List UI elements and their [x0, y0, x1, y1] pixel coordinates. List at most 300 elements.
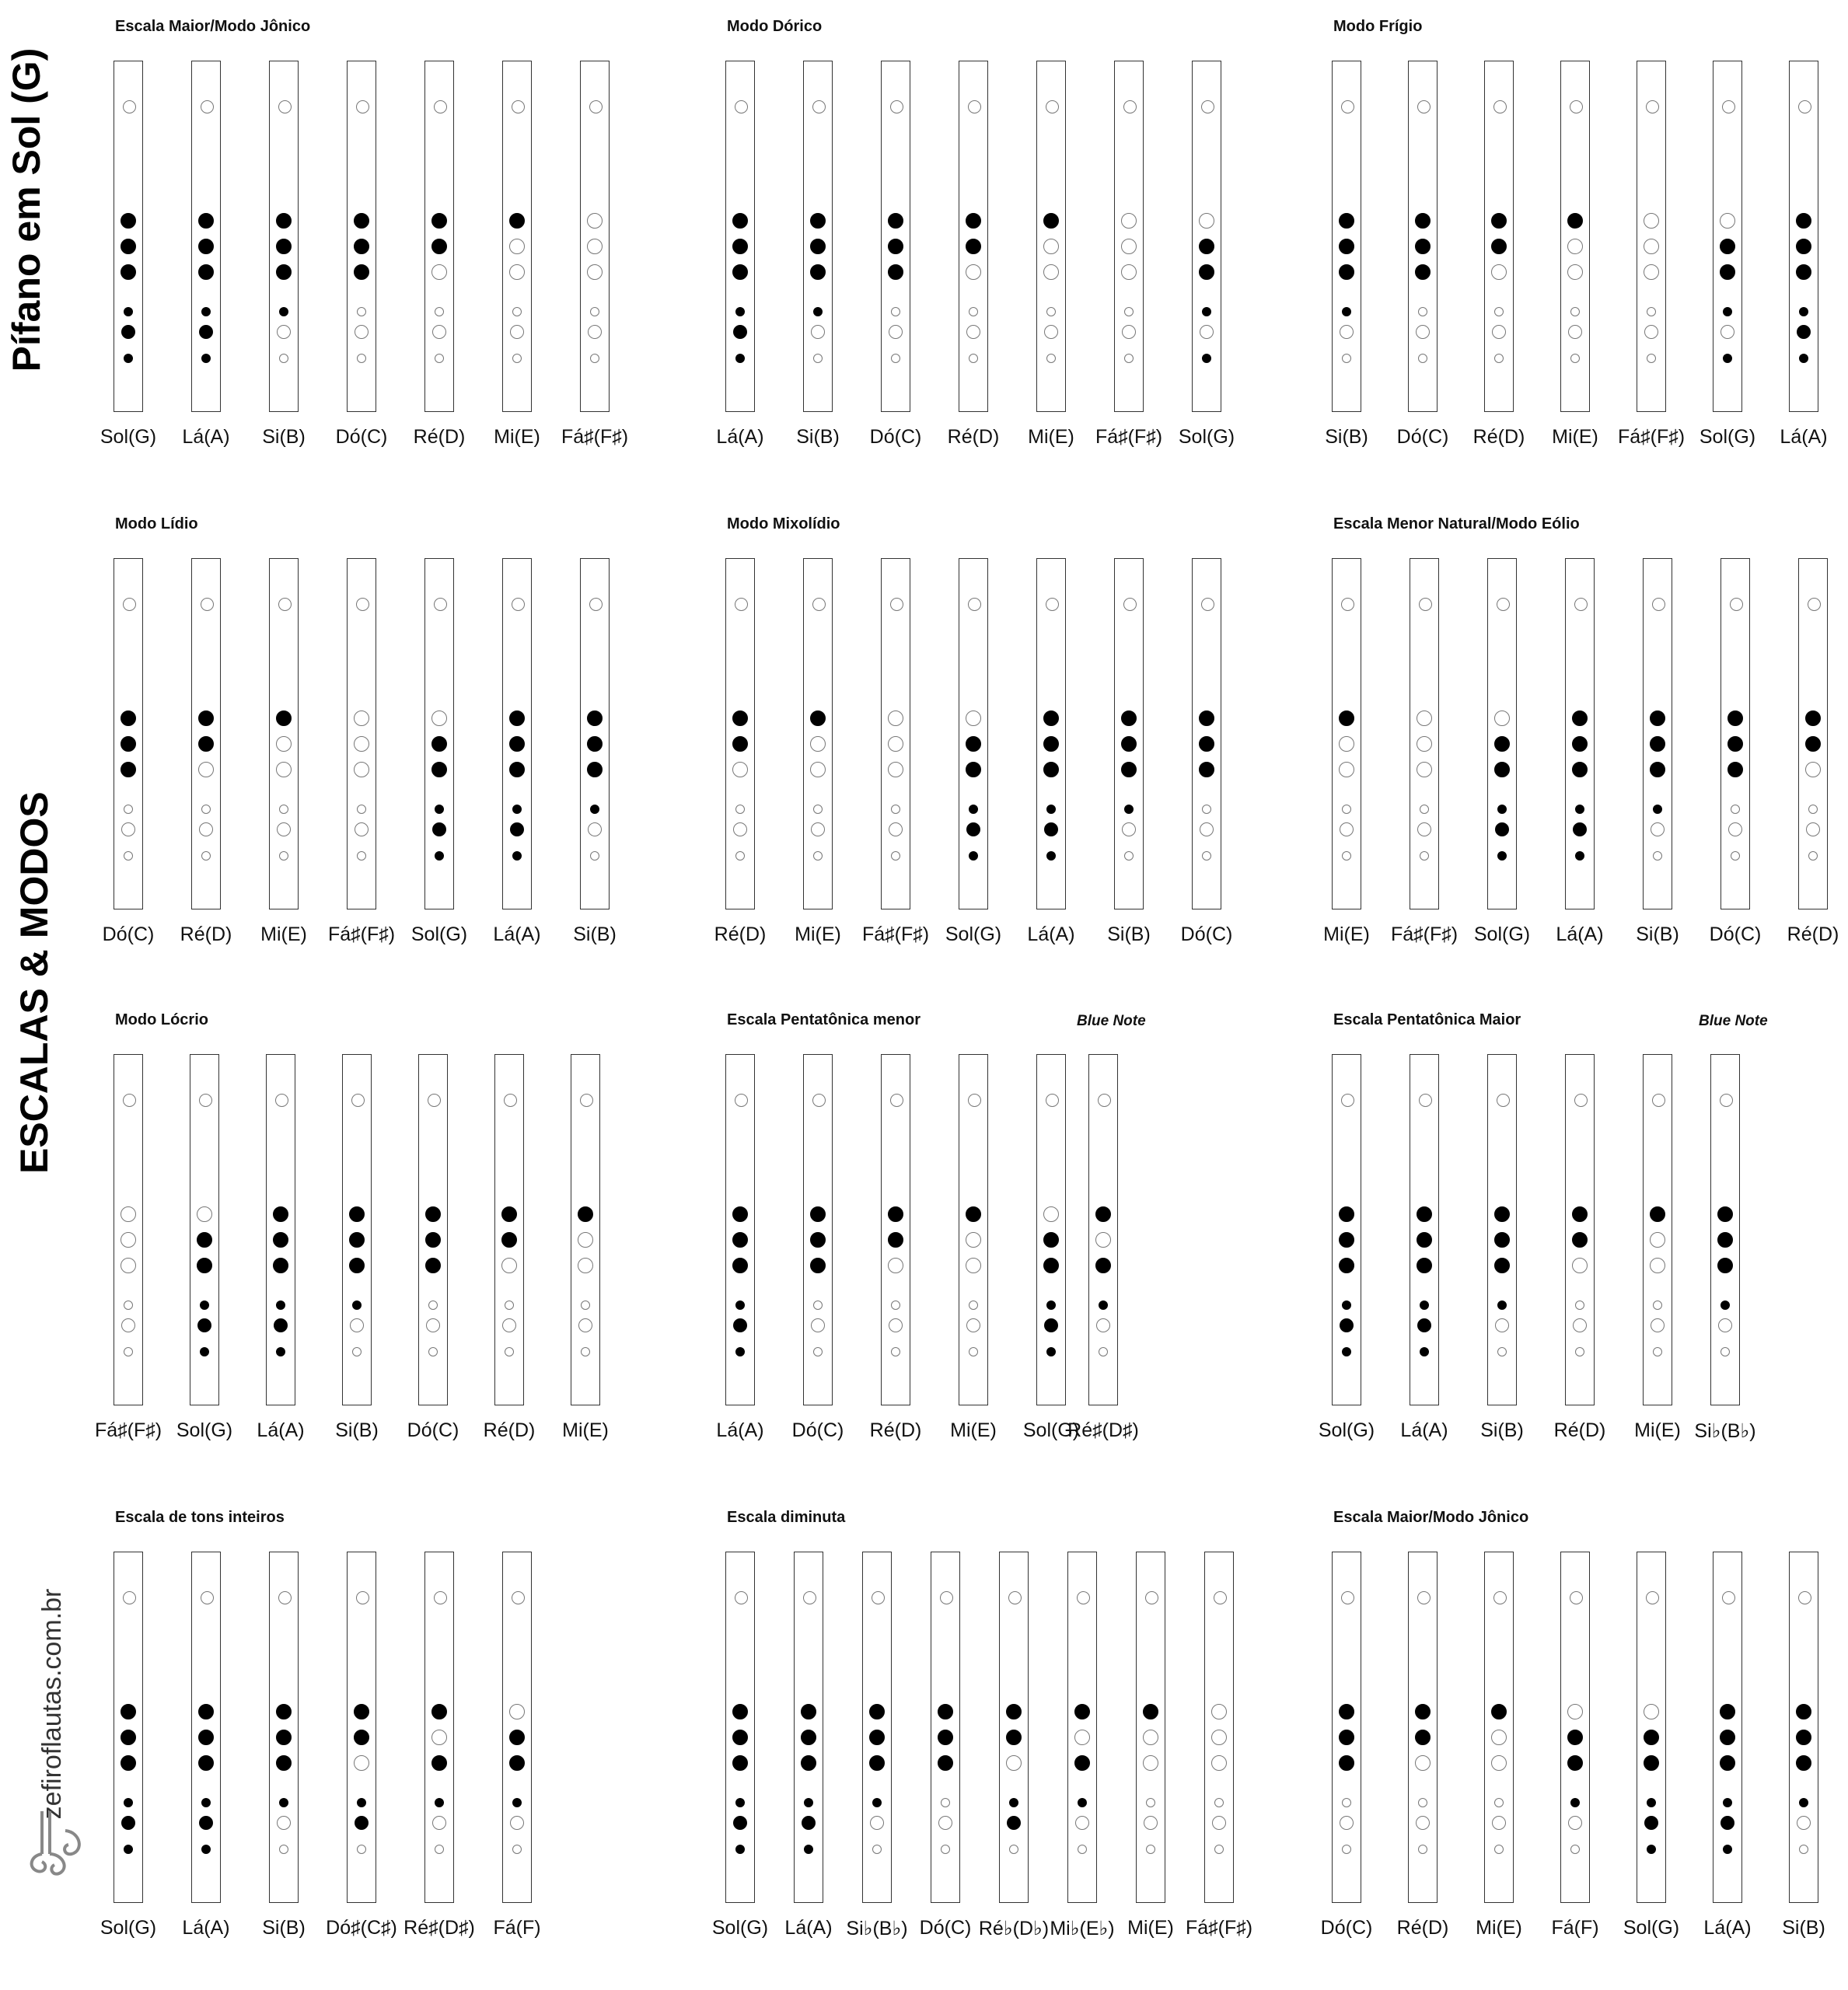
- closed-finger-hole: [1415, 1730, 1431, 1745]
- open-finger-hole: [1043, 239, 1059, 254]
- closed-finger-hole: [1124, 805, 1134, 814]
- open-finger-hole: [1808, 805, 1818, 814]
- scale-title: Escala Maior/Modo Jônico: [115, 18, 311, 35]
- embouchure-hole: [1341, 598, 1354, 611]
- flute-fingering-diagram: [418, 1054, 448, 1405]
- instrument-title: Pífano em Sol (G): [5, 47, 48, 372]
- closed-finger-hole: [1199, 736, 1214, 752]
- closed-finger-hole: [1199, 239, 1214, 254]
- closed-finger-hole: [501, 1206, 517, 1222]
- embouchure-hole: [123, 1591, 136, 1604]
- scale-title: Escala Menor Natural/Modo Eólio: [1333, 515, 1580, 532]
- open-finger-hole: [1644, 213, 1659, 229]
- open-finger-hole: [1567, 1704, 1583, 1719]
- open-finger-hole: [354, 710, 369, 726]
- open-finger-hole: [1575, 1300, 1584, 1310]
- open-finger-hole: [124, 1300, 133, 1310]
- closed-finger-hole: [1567, 1730, 1583, 1745]
- open-finger-hole: [1124, 851, 1134, 861]
- open-finger-hole: [1497, 1347, 1507, 1356]
- closed-finger-hole: [354, 1704, 369, 1719]
- embouchure-hole: [1008, 1591, 1022, 1604]
- open-finger-hole: [1121, 239, 1137, 254]
- closed-finger-hole: [1417, 1206, 1432, 1222]
- flute-fingering-diagram: [266, 1054, 295, 1405]
- open-finger-hole: [1340, 325, 1354, 339]
- closed-finger-hole: [124, 1845, 133, 1854]
- closed-finger-hole: [201, 1798, 211, 1807]
- flute-fingering-diagram: [1643, 1054, 1672, 1405]
- embouchure-hole: [1570, 1591, 1583, 1604]
- open-finger-hole: [357, 1845, 366, 1854]
- open-finger-hole: [121, 1258, 136, 1273]
- open-finger-hole: [1075, 1816, 1089, 1830]
- open-finger-hole: [1211, 1704, 1227, 1719]
- open-finger-hole: [124, 851, 133, 861]
- embouchure-hole: [1722, 100, 1735, 113]
- closed-finger-hole: [1650, 710, 1665, 726]
- closed-finger-hole: [1727, 736, 1743, 752]
- open-finger-hole: [969, 1300, 978, 1310]
- open-finger-hole: [1494, 307, 1504, 316]
- closed-finger-hole: [732, 1755, 748, 1771]
- open-finger-hole: [891, 1347, 900, 1356]
- embouchure-hole: [589, 598, 603, 611]
- open-finger-hole: [735, 805, 745, 814]
- flute-fingering-diagram: [959, 61, 988, 412]
- flute-fingering-diagram: [1408, 1552, 1438, 1903]
- note-label: Sol(G): [1318, 1419, 1375, 1441]
- closed-finger-hole: [354, 239, 369, 254]
- closed-finger-hole: [888, 213, 903, 229]
- note-label: Mi(E): [1323, 923, 1370, 945]
- closed-finger-hole: [888, 1232, 903, 1248]
- closed-finger-hole: [199, 325, 213, 339]
- open-finger-hole: [1647, 354, 1656, 363]
- note-label: Lá(A): [1780, 426, 1828, 448]
- open-finger-hole: [969, 307, 978, 316]
- open-finger-hole: [891, 851, 900, 861]
- scale-title: Modo Lídio: [115, 515, 198, 532]
- closed-finger-hole: [1723, 1845, 1732, 1854]
- open-finger-hole: [1095, 1232, 1111, 1248]
- embouchure-hole: [1652, 598, 1665, 611]
- flute-fingering-diagram: [347, 61, 376, 412]
- flute-fingering-diagram: [959, 558, 988, 909]
- open-finger-hole: [1212, 1816, 1226, 1830]
- open-finger-hole: [813, 805, 823, 814]
- closed-finger-hole: [121, 762, 136, 777]
- closed-finger-hole: [1491, 213, 1507, 229]
- scale-title: Modo Mixolídio: [727, 515, 840, 532]
- open-finger-hole: [1644, 325, 1658, 339]
- closed-finger-hole: [1007, 1816, 1021, 1830]
- scale-title: Escala diminuta: [727, 1509, 846, 1526]
- closed-finger-hole: [1720, 264, 1735, 280]
- note-label: Fá(F): [493, 1917, 541, 1939]
- open-finger-hole: [1651, 822, 1665, 836]
- closed-finger-hole: [1339, 1206, 1354, 1222]
- closed-finger-hole: [1572, 736, 1588, 752]
- open-finger-hole: [1731, 851, 1740, 861]
- flute-fingering-diagram: [1484, 1552, 1514, 1903]
- embouchure-hole: [278, 598, 292, 611]
- note-label: Lá(A): [182, 1917, 230, 1939]
- closed-finger-hole: [435, 805, 444, 814]
- open-finger-hole: [1567, 264, 1583, 280]
- closed-finger-hole: [1799, 354, 1808, 363]
- embouchure-hole: [890, 100, 903, 113]
- open-finger-hole: [505, 1347, 514, 1356]
- closed-finger-hole: [1143, 1704, 1158, 1719]
- note-label: Sol(G): [1699, 426, 1756, 448]
- closed-finger-hole: [431, 239, 447, 254]
- open-finger-hole: [1043, 264, 1059, 280]
- open-finger-hole: [1200, 822, 1214, 836]
- open-finger-hole: [1416, 325, 1430, 339]
- closed-finger-hole: [121, 264, 136, 280]
- closed-finger-hole: [1727, 710, 1743, 726]
- note-label: Sol(G): [176, 1419, 233, 1441]
- embouchure-hole: [1497, 598, 1510, 611]
- flute-fingering-diagram: [1798, 558, 1828, 909]
- open-finger-hole: [1653, 1347, 1662, 1356]
- flute-fingering-diagram: [794, 1552, 823, 1903]
- open-finger-hole: [1572, 1258, 1588, 1273]
- closed-finger-hole: [1074, 1755, 1090, 1771]
- open-finger-hole: [279, 851, 288, 861]
- closed-finger-hole: [888, 239, 903, 254]
- open-finger-hole: [279, 354, 288, 363]
- flute-fingering-diagram: [725, 1054, 755, 1405]
- closed-finger-hole: [1796, 1730, 1811, 1745]
- open-finger-hole: [941, 1845, 950, 1854]
- open-finger-hole: [735, 851, 745, 861]
- closed-finger-hole: [198, 264, 214, 280]
- open-finger-hole: [578, 1232, 593, 1248]
- open-finger-hole: [811, 1318, 825, 1332]
- note-label: Si(B): [1325, 426, 1368, 448]
- open-finger-hole: [1653, 1300, 1662, 1310]
- flute-fingering-diagram: [1487, 558, 1517, 909]
- closed-finger-hole: [197, 1232, 212, 1248]
- open-finger-hole: [435, 307, 444, 316]
- closed-finger-hole: [966, 822, 980, 836]
- closed-finger-hole: [124, 307, 133, 316]
- note-label: Ré(D): [1553, 1419, 1606, 1441]
- flute-fingering-diagram: [342, 1054, 372, 1405]
- open-finger-hole: [578, 1318, 592, 1332]
- embouchure-hole: [275, 1094, 288, 1107]
- open-finger-hole: [1339, 736, 1354, 752]
- closed-finger-hole: [431, 1704, 447, 1719]
- embouchure-hole: [512, 100, 525, 113]
- note-label: Sol(G): [100, 426, 157, 448]
- closed-finger-hole: [1342, 1300, 1351, 1310]
- flute-fingering-diagram: [1487, 1054, 1517, 1405]
- embouchure-hole: [812, 1094, 826, 1107]
- closed-finger-hole: [1796, 1755, 1811, 1771]
- open-finger-hole: [1647, 307, 1656, 316]
- note-label: Dó(C): [1320, 1917, 1373, 1939]
- open-finger-hole: [1143, 1730, 1158, 1745]
- closed-finger-hole: [510, 822, 524, 836]
- open-finger-hole: [1342, 354, 1351, 363]
- closed-finger-hole: [801, 1704, 816, 1719]
- note-label: Dó(C): [1180, 923, 1233, 945]
- closed-finger-hole: [804, 1798, 813, 1807]
- closed-finger-hole: [1717, 1258, 1733, 1273]
- open-finger-hole: [888, 736, 903, 752]
- closed-finger-hole: [1567, 213, 1583, 229]
- embouchure-hole: [1123, 598, 1137, 611]
- flute-fingering-diagram: [269, 558, 299, 909]
- closed-finger-hole: [509, 1730, 525, 1745]
- closed-finger-hole: [1043, 710, 1059, 726]
- closed-finger-hole: [735, 354, 745, 363]
- note-label: Si(B): [1107, 923, 1151, 945]
- closed-finger-hole: [276, 710, 292, 726]
- embouchure-hole: [735, 598, 748, 611]
- open-finger-hole: [1342, 1798, 1351, 1807]
- note-label: Si(B): [1480, 1419, 1524, 1441]
- note-label: Sol(G): [100, 1917, 157, 1939]
- flute-fingering-diagram: [725, 558, 755, 909]
- closed-finger-hole: [273, 1206, 288, 1222]
- open-finger-hole: [581, 1347, 590, 1356]
- open-finger-hole: [813, 354, 823, 363]
- closed-finger-hole: [966, 762, 981, 777]
- flute-fingering-diagram: [881, 1054, 910, 1405]
- flute-fingering-diagram: [1565, 1054, 1595, 1405]
- closed-finger-hole: [352, 1300, 362, 1310]
- open-finger-hole: [512, 354, 522, 363]
- closed-finger-hole: [349, 1232, 365, 1248]
- closed-finger-hole: [1717, 1206, 1733, 1222]
- open-finger-hole: [1417, 736, 1432, 752]
- open-finger-hole: [966, 1258, 981, 1273]
- closed-finger-hole: [276, 1300, 285, 1310]
- closed-finger-hole: [1494, 1232, 1510, 1248]
- closed-finger-hole: [888, 264, 903, 280]
- flute-fingering-diagram: [1067, 1552, 1097, 1903]
- open-finger-hole: [1200, 325, 1214, 339]
- flute-fingering-diagram: [1713, 1552, 1742, 1903]
- closed-finger-hole: [590, 805, 599, 814]
- closed-finger-hole: [276, 239, 292, 254]
- closed-finger-hole: [1078, 1798, 1087, 1807]
- closed-finger-hole: [273, 1258, 288, 1273]
- closed-finger-hole: [1494, 736, 1510, 752]
- open-finger-hole: [581, 1300, 590, 1310]
- note-label: Lá(A): [1400, 1419, 1448, 1441]
- closed-finger-hole: [1339, 1704, 1354, 1719]
- open-finger-hole: [1124, 354, 1134, 363]
- open-finger-hole: [276, 762, 292, 777]
- closed-finger-hole: [733, 325, 747, 339]
- note-label: Dó(C): [335, 426, 388, 448]
- note-label: Ré♯(D♯): [1067, 1419, 1139, 1441]
- closed-finger-hole: [1497, 805, 1507, 814]
- closed-finger-hole: [1339, 1730, 1354, 1745]
- embouchure-hole: [512, 1591, 525, 1604]
- note-label: Mi(E): [1634, 1419, 1681, 1441]
- note-label: Si♭(B♭): [846, 1918, 908, 1939]
- note-label: Sol(G): [1473, 923, 1531, 945]
- closed-finger-hole: [1650, 762, 1665, 777]
- open-finger-hole: [588, 822, 602, 836]
- open-finger-hole: [121, 1206, 136, 1222]
- embouchure-hole: [123, 1094, 136, 1107]
- flute-fingering-diagram: [1114, 558, 1144, 909]
- open-finger-hole: [587, 264, 603, 280]
- note-label: Ré(D): [413, 426, 466, 448]
- note-label: Ré♭(D♭): [978, 1918, 1050, 1939]
- open-finger-hole: [889, 1318, 903, 1332]
- closed-finger-hole: [587, 762, 603, 777]
- open-finger-hole: [941, 1798, 950, 1807]
- closed-finger-hole: [735, 1347, 745, 1356]
- embouchure-hole: [1646, 100, 1659, 113]
- closed-finger-hole: [732, 1232, 748, 1248]
- embouchure-hole: [278, 1591, 292, 1604]
- note-label: Mi(E): [1476, 1917, 1522, 1939]
- flute-fingering-diagram: [1643, 558, 1672, 909]
- open-finger-hole: [1214, 1845, 1224, 1854]
- open-finger-hole: [891, 805, 900, 814]
- open-finger-hole: [1420, 805, 1429, 814]
- closed-finger-hole: [872, 1798, 882, 1807]
- flute-fingering-diagram: [1410, 558, 1439, 909]
- open-finger-hole: [431, 264, 447, 280]
- open-finger-hole: [1808, 851, 1818, 861]
- open-finger-hole: [1418, 307, 1427, 316]
- closed-finger-hole: [1043, 1232, 1059, 1248]
- flute-fingering-diagram: [502, 1552, 532, 1903]
- note-label: Si(B): [796, 426, 840, 448]
- open-finger-hole: [1078, 1845, 1087, 1854]
- closed-finger-hole: [813, 307, 823, 316]
- open-finger-hole: [1495, 1318, 1509, 1332]
- open-finger-hole: [357, 805, 366, 814]
- closed-finger-hole: [1497, 851, 1507, 861]
- note-label: Ré♯(D♯): [403, 1917, 475, 1939]
- open-finger-hole: [966, 325, 980, 339]
- closed-finger-hole: [966, 1206, 981, 1222]
- note-label: Mi(E): [1127, 1917, 1174, 1939]
- open-finger-hole: [1342, 851, 1351, 861]
- closed-finger-hole: [124, 1798, 133, 1807]
- flute-fingering-diagram: [1637, 61, 1666, 412]
- open-finger-hole: [888, 762, 903, 777]
- flute-fingering-diagram: [803, 61, 833, 412]
- embouchure-hole: [434, 1591, 447, 1604]
- open-finger-hole: [1573, 1318, 1587, 1332]
- open-finger-hole: [124, 1347, 133, 1356]
- flute-fingering-diagram: [1204, 1552, 1234, 1903]
- note-label: Ré(D): [869, 1419, 922, 1441]
- open-finger-hole: [505, 1300, 514, 1310]
- closed-finger-hole: [966, 213, 981, 229]
- closed-finger-hole: [1650, 1206, 1665, 1222]
- embouchure-hole: [940, 1591, 953, 1604]
- flute-fingering-diagram: [502, 558, 532, 909]
- closed-finger-hole: [1797, 325, 1811, 339]
- open-finger-hole: [590, 307, 599, 316]
- closed-finger-hole: [276, 1704, 292, 1719]
- flute-fingering-diagram: [114, 1054, 143, 1405]
- open-finger-hole: [1653, 851, 1662, 861]
- note-label: Lá(A): [1027, 923, 1075, 945]
- embouchure-hole: [872, 1591, 885, 1604]
- flute-fingering-diagram: [803, 558, 833, 909]
- note-label: Dó(C): [791, 1419, 844, 1441]
- flute-fingering-diagram: [1332, 558, 1361, 909]
- flute-fingering-diagram: [269, 61, 299, 412]
- flute-fingering-diagram: [571, 1054, 600, 1405]
- scale-title: Modo Lócrio: [115, 1011, 208, 1028]
- flute-fingering-diagram: [347, 558, 376, 909]
- closed-finger-hole: [1074, 1704, 1090, 1719]
- closed-finger-hole: [354, 1730, 369, 1745]
- embouchure-hole: [278, 100, 292, 113]
- embouchure-hole: [1652, 1094, 1665, 1107]
- open-finger-hole: [810, 736, 826, 752]
- closed-finger-hole: [801, 1755, 816, 1771]
- closed-finger-hole: [1121, 736, 1137, 752]
- open-finger-hole: [578, 1258, 593, 1273]
- closed-finger-hole: [509, 213, 525, 229]
- open-finger-hole: [1570, 307, 1580, 316]
- closed-finger-hole: [121, 1704, 136, 1719]
- closed-finger-hole: [431, 736, 447, 752]
- open-finger-hole: [1720, 213, 1735, 229]
- closed-finger-hole: [1420, 1300, 1429, 1310]
- closed-finger-hole: [732, 1206, 748, 1222]
- open-finger-hole: [1491, 264, 1507, 280]
- closed-finger-hole: [200, 1347, 209, 1356]
- open-finger-hole: [121, 1318, 135, 1332]
- open-finger-hole: [198, 762, 214, 777]
- open-finger-hole: [1570, 1845, 1580, 1854]
- embouchure-hole: [428, 1094, 441, 1107]
- open-finger-hole: [1418, 1798, 1427, 1807]
- closed-finger-hole: [733, 1318, 747, 1332]
- closed-finger-hole: [1415, 1704, 1431, 1719]
- open-finger-hole: [1494, 710, 1510, 726]
- note-label: Fá♯(F♯): [1185, 1917, 1253, 1939]
- flute-fingering-diagram: [1114, 61, 1144, 412]
- closed-finger-hole: [354, 213, 369, 229]
- closed-finger-hole: [735, 1798, 745, 1807]
- closed-finger-hole: [199, 1816, 213, 1830]
- closed-finger-hole: [431, 1755, 447, 1771]
- closed-finger-hole: [1720, 1300, 1730, 1310]
- flute-fingering-diagram: [862, 1552, 892, 1903]
- open-finger-hole: [872, 1845, 882, 1854]
- flute-fingering-diagram: [190, 1054, 219, 1405]
- open-finger-hole: [891, 354, 900, 363]
- closed-finger-hole: [1644, 1816, 1658, 1830]
- note-label: Fá♯(F♯): [1617, 426, 1686, 448]
- closed-finger-hole: [732, 1258, 748, 1273]
- note-label: Mi(E): [795, 923, 841, 945]
- open-finger-hole: [969, 1347, 978, 1356]
- closed-finger-hole: [1796, 213, 1811, 229]
- open-finger-hole: [354, 736, 369, 752]
- embouchure-hole: [123, 598, 136, 611]
- closed-finger-hole: [1796, 264, 1811, 280]
